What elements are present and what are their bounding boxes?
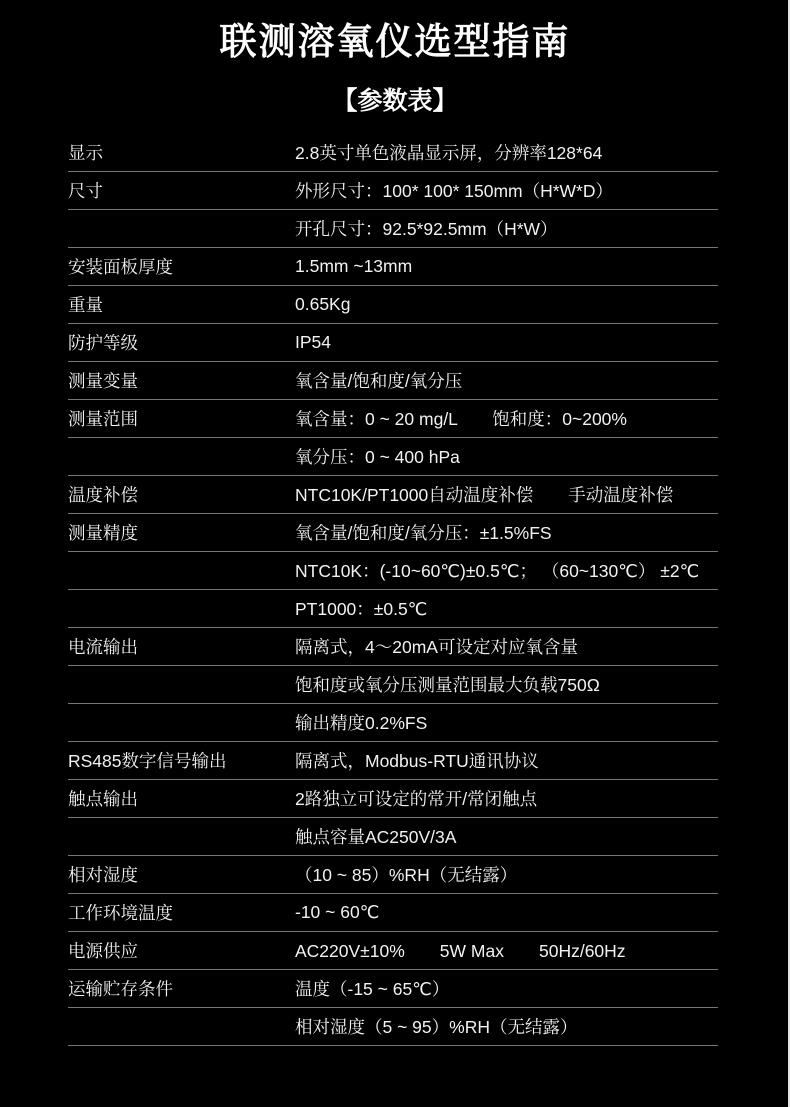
table-row — [68, 172, 718, 210]
table-row — [68, 628, 718, 666]
table-row — [68, 286, 718, 324]
table-row — [68, 476, 718, 514]
spec-value: 氧含量：0 ~ 20 mg/L 饱和度：0~200% — [295, 409, 627, 429]
spec-label: 测量范围 — [68, 409, 138, 429]
spec-label: 电流输出 — [68, 637, 138, 657]
spec-value: 2.8英寸单色液晶显示屏，分辨率128*64 — [295, 143, 603, 163]
table-row — [68, 970, 718, 1008]
spec-value: 开孔尺寸：92.5*92.5mm（H*W） — [295, 219, 558, 239]
spec-value: NTC10K/PT1000自动温度补偿 手动温度补偿 — [295, 485, 674, 505]
table-row — [68, 818, 718, 856]
table-row — [68, 856, 718, 894]
spec-label: 尺寸 — [68, 181, 103, 201]
spec-value: 隔离式，4～20mA可设定对应氧含量 — [295, 637, 578, 657]
spec-value: AC220V±10% 5W Max 50Hz/60Hz — [295, 941, 626, 961]
section-title: 【参数表】 — [332, 87, 458, 115]
spec-label: RS485数字信号输出 — [68, 751, 227, 771]
spec-label: 温度补偿 — [68, 485, 138, 505]
table-row — [68, 894, 718, 932]
spec-value: 1.5mm ~13mm — [295, 256, 413, 276]
table-row — [68, 1008, 718, 1046]
spec-value: 输出精度0.2%FS — [295, 713, 428, 733]
spec-value: 2路独立可设定的常开/常闭触点 — [295, 789, 538, 809]
spec-label: 触点输出 — [68, 789, 138, 809]
spec-label: 安装面板厚度 — [68, 257, 173, 277]
spec-value: NTC10K：(-10~60℃)±0.5℃； （60~130℃） ±2℃ — [295, 561, 700, 581]
spec-label: 测量变量 — [68, 371, 138, 391]
spec-label: 电源供应 — [68, 941, 138, 961]
spec-label: 重量 — [68, 295, 103, 315]
spec-value: 相对湿度（5 ~ 95）%RH（无结露） — [295, 1017, 578, 1037]
spec-value: IP54 — [295, 332, 331, 352]
table-row — [68, 134, 718, 172]
spec-value: 外形尺寸：100* 100* 150mm（H*W*D） — [295, 181, 614, 201]
spec-label: 显示 — [68, 143, 103, 163]
table-row — [68, 514, 718, 552]
spec-value: 氧含量/饱和度/氧分压：±1.5%FS — [295, 523, 552, 543]
spec-value: PT1000：±0.5℃ — [295, 599, 428, 619]
page-title: 联测溶氧仪选型指南 — [219, 21, 571, 62]
spec-value: 温度（-15 ~ 65℃） — [295, 979, 450, 999]
table-row — [68, 780, 718, 818]
spec-label: 工作环境温度 — [68, 903, 173, 923]
spec-label: 运输贮存条件 — [68, 979, 173, 999]
spec-label: 测量精度 — [68, 523, 138, 543]
spec-label: 相对湿度 — [68, 865, 138, 885]
spec-value: 触点容量AC250V/3A — [295, 827, 457, 847]
spec-value: -10 ~ 60℃ — [295, 902, 380, 922]
table-row — [68, 324, 718, 362]
spec-value: 氧含量/饱和度/氧分压 — [295, 371, 463, 391]
table-row — [68, 932, 718, 970]
spec-label: 防护等级 — [68, 333, 138, 353]
table-row — [68, 400, 718, 438]
spec-table — [68, 134, 718, 1046]
table-row — [68, 666, 718, 704]
table-row — [68, 704, 718, 742]
spec-value: 氧分压：0 ~ 400 hPa — [295, 447, 460, 467]
table-row — [68, 248, 718, 286]
table-row — [68, 362, 718, 400]
spec-value: （10 ~ 85）%RH（无结露） — [295, 865, 518, 885]
spec-value: 隔离式，Modbus-RTU通讯协议 — [295, 751, 539, 771]
table-row — [68, 210, 718, 248]
table-row — [68, 742, 718, 780]
table-row — [68, 552, 718, 590]
spec-value: 0.65Kg — [295, 294, 351, 314]
table-row — [68, 590, 718, 628]
table-row — [68, 438, 718, 476]
spec-value: 饱和度或氧分压测量范围最大负载750Ω — [295, 675, 600, 695]
